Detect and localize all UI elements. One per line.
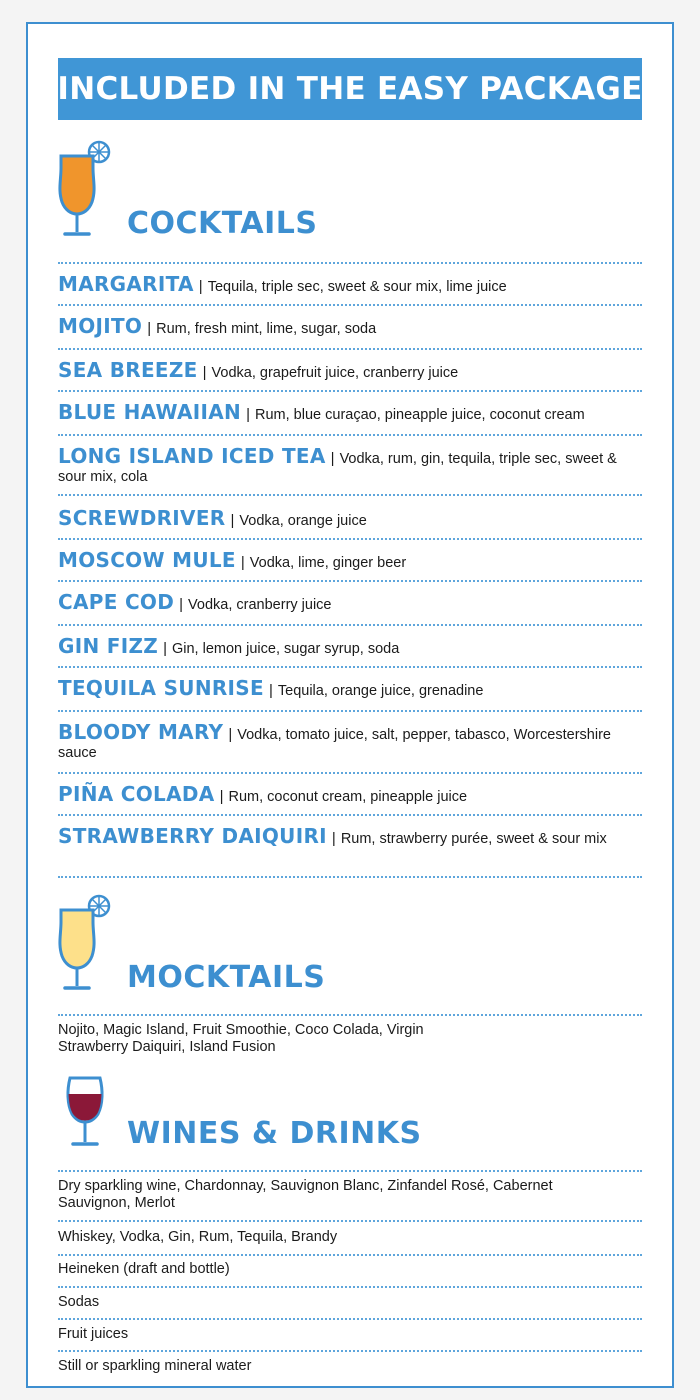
divider bbox=[58, 1254, 642, 1256]
cocktail-name: LONG ISLAND ICED TEA bbox=[58, 444, 326, 468]
cocktail-ingredients: Gin, lemon juice, sugar syrup, soda bbox=[171, 641, 400, 657]
cocktail-name: SCREWDRIVER bbox=[58, 506, 226, 530]
package-banner bbox=[58, 58, 642, 120]
cocktail-ingredients: Vodka, lime, ginger beer bbox=[249, 555, 407, 571]
cocktail-ingredients: Vodka, grapefruit juice, cranberry juice bbox=[211, 365, 459, 381]
cocktail-name: TEQUILA SUNRISE bbox=[58, 676, 264, 700]
cocktail-name: SEA BREEZE bbox=[58, 358, 198, 382]
divider bbox=[58, 580, 642, 582]
drink-text: Whiskey, Vodka, Gin, Rum, Tequila, Brandy bbox=[58, 1229, 338, 1245]
divider bbox=[58, 262, 642, 264]
divider bbox=[58, 876, 642, 878]
cocktail-name: MARGARITA bbox=[58, 272, 194, 296]
wine-glass-icon bbox=[64, 1074, 108, 1150]
cocktail-ingredients: Tequila, orange juice, grenadine bbox=[277, 683, 484, 699]
divider bbox=[58, 710, 642, 712]
divider bbox=[58, 434, 642, 436]
drink-text: Sodas bbox=[58, 1294, 100, 1310]
cocktail-item: BLOODY MARY | Vodka, tomato juice, salt, pepper, tabasco, Worcestershire sauce bbox=[58, 720, 611, 761]
divider bbox=[58, 814, 642, 816]
mocktails-title: MOCKTAILS bbox=[127, 960, 326, 995]
cocktail-ingredients: Vodka, rum, gin, tequila, triple sec, sweet & sour mix, cola bbox=[58, 451, 617, 485]
drink-item bbox=[58, 1261, 642, 1278]
cocktail-name: STRAWBERRY DAIQUIRI bbox=[58, 824, 327, 848]
cocktail-ingredients: Rum, fresh mint, lime, sugar, soda bbox=[156, 321, 377, 337]
cocktail-ingredients: Vodka, tomato juice, salt, pepper, tabasco, Worcestershire sauce bbox=[58, 727, 611, 761]
cocktail-name: MOSCOW MULE bbox=[58, 548, 236, 572]
divider bbox=[58, 1170, 642, 1172]
divider bbox=[58, 624, 642, 626]
drink-text: Heineken (draft and bottle) bbox=[58, 1261, 230, 1277]
drink-item bbox=[58, 1294, 642, 1311]
drink-text: Dry sparkling wine, Chardonnay, Sauvignon Blanc, Zinfandel Rosé, Cabernet Sauvignon, Merlot bbox=[58, 1178, 553, 1211]
cocktail-item: STRAWBERRY DAIQUIRI | Rum, strawberry purée, sweet & sour mix bbox=[58, 824, 607, 848]
cocktail-item: MARGARITA | Tequila, triple sec, sweet & sour mix, lime juice bbox=[58, 272, 507, 296]
divider bbox=[58, 1220, 642, 1222]
cocktail-ingredients: Vodka, orange juice bbox=[239, 513, 367, 529]
divider bbox=[58, 538, 642, 540]
cocktail-name: MOJITO bbox=[58, 314, 143, 338]
cocktail-name: CAPE COD bbox=[58, 590, 175, 614]
cocktail-glass-yellow-icon bbox=[56, 892, 116, 994]
drink-item bbox=[58, 1358, 642, 1375]
cocktail-ingredients: Rum, blue curaçao, pineapple juice, coconut cream bbox=[255, 407, 585, 423]
divider bbox=[58, 666, 642, 668]
cocktail-item: GIN FIZZ | Gin, lemon juice, sugar syrup, soda bbox=[58, 634, 400, 658]
cocktail-item: MOJITO | Rum, fresh mint, lime, sugar, soda bbox=[58, 314, 377, 338]
cocktail-name: BLOODY MARY bbox=[58, 720, 224, 744]
divider bbox=[58, 348, 642, 350]
cocktail-name: GIN FIZZ bbox=[58, 634, 159, 658]
cocktail-item: SCREWDRIVER | Vodka, orange juice bbox=[58, 506, 367, 530]
divider bbox=[58, 390, 642, 392]
divider bbox=[58, 304, 642, 306]
cocktail-item: CAPE COD | Vodka, cranberry juice bbox=[58, 590, 332, 614]
divider bbox=[58, 494, 642, 496]
cocktail-ingredients: Rum, coconut cream, pineapple juice bbox=[228, 789, 468, 805]
drink-text: Fruit juices bbox=[58, 1326, 129, 1342]
cocktail-item: BLUE HAWAIIAN | Rum, blue curaçao, pineapple juice, coconut cream bbox=[58, 400, 585, 424]
divider bbox=[58, 1286, 642, 1288]
mocktails-list bbox=[58, 1022, 642, 1056]
cocktail-item: SEA BREEZE | Vodka, grapefruit juice, cranberry juice bbox=[58, 358, 459, 382]
cocktail-item: MOSCOW MULE | Vodka, lime, ginger beer bbox=[58, 548, 407, 572]
cocktail-name: BLUE HAWAIIAN bbox=[58, 400, 242, 424]
drink-text: Still or sparkling mineral water bbox=[58, 1358, 252, 1374]
divider bbox=[58, 1318, 642, 1320]
wines-title: WINES & DRINKS bbox=[127, 1116, 422, 1151]
cocktail-item: TEQUILA SUNRISE | Tequila, orange juice, grenadine bbox=[58, 676, 484, 700]
drink-item bbox=[58, 1229, 642, 1246]
divider bbox=[58, 772, 642, 774]
package-title: INCLUDED IN THE EASY PACKAGE bbox=[57, 71, 643, 107]
mocktails-text: Nojito, Magic Island, Fruit Smoothie, Coco Colada, Virgin Strawberry Daiquiri, Island Fusion bbox=[58, 1022, 424, 1055]
cocktail-item: PIÑA COLADA | Rum, coconut cream, pineapple juice bbox=[58, 782, 468, 806]
cocktail-name: PIÑA COLADA bbox=[58, 782, 215, 806]
divider bbox=[58, 1350, 642, 1352]
cocktail-glass-orange-icon bbox=[56, 138, 116, 240]
cocktail-ingredients: Rum, strawberry purée, sweet & sour mix bbox=[340, 831, 607, 847]
divider bbox=[58, 1014, 642, 1016]
cocktail-ingredients: Vodka, cranberry juice bbox=[188, 597, 332, 613]
drink-item bbox=[58, 1178, 642, 1212]
drink-item bbox=[58, 1326, 642, 1343]
cocktail-ingredients: Tequila, triple sec, sweet & sour mix, lime juice bbox=[207, 279, 507, 295]
cocktail-item: LONG ISLAND ICED TEA | Vodka, rum, gin, tequila, triple sec, sweet & sour mix, cola bbox=[58, 444, 617, 485]
cocktails-title: COCKTAILS bbox=[127, 206, 318, 241]
